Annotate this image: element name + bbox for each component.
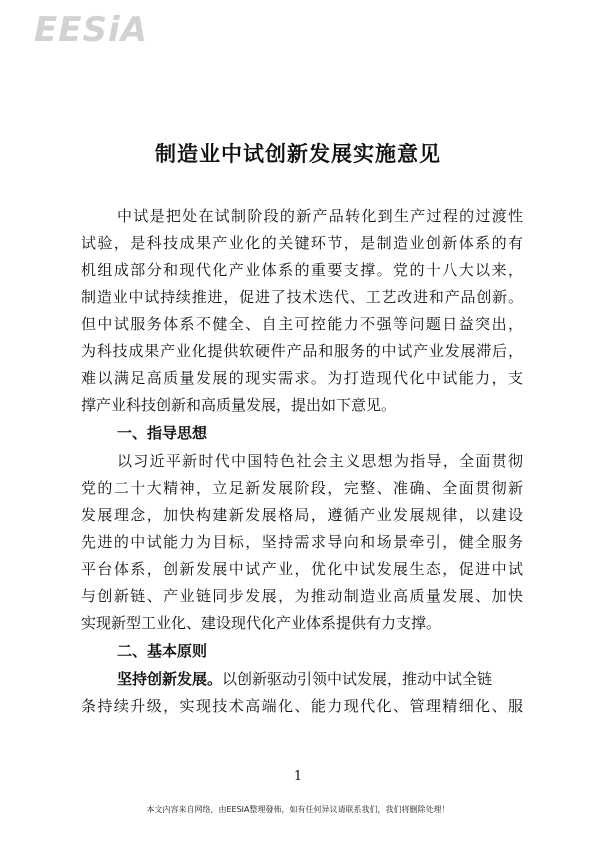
principle1-line [117, 667, 523, 691]
footer-disclaimer: 本文内容来自网络，由EESIA整理發佈，如有任何异议请联系我们，我们将删除处理！ [146, 805, 450, 814]
page-number: 1 [293, 769, 303, 784]
section1-line: 发展理念，加快构建新发展格局，遵循产业发展规律，以建设 [81, 506, 523, 524]
document-title: 制造业中试创新发展实施意见 [155, 141, 441, 166]
intro-line: 中试是把处在试制阶段的新产品转化到生产过程的过渡性 [117, 207, 523, 225]
eesia-watermark-logo: EESiA [34, 10, 148, 50]
intro-line: 难以满足高质量发展的现实需求。为打造现代化中试能力，支 [81, 369, 523, 387]
principle1-title: 坚持创新发展。 [117, 670, 223, 688]
intro-line: 撑产业科技创新和高质量发展，提出如下意见。 [81, 396, 397, 414]
intro-line: 但中试服务体系不健全、自主可控能力不强等问题日益突出， [81, 315, 523, 333]
principle1-text: 以创新驱动引领中试发展，推动中试全链 [222, 670, 493, 688]
section1-line: 党的二十大精神，立足新发展阶段，完整、准确、全面贯彻新 [81, 479, 523, 497]
intro-line: 试验，是科技成果产业化的关键环节，是制造业创新体系的有 [81, 234, 523, 252]
section-heading-guiding-ideology: 一、指导思想 [117, 424, 208, 442]
principle1-line: 条持续升级，实现技术高端化、能力现代化、管理精细化、服 [81, 697, 523, 715]
intro-line: 制造业中试持续推进，促进了技术迭代、工艺改进和产品创新。 [81, 288, 523, 306]
section1-line: 平台体系，创新发展中试产业，优化中试发展生态，促进中试 [81, 560, 523, 578]
section1-line: 实现新型工业化、建设现代化产业体系提供有力支撑。 [81, 614, 442, 632]
intro-line: 机组成部分和现代化产业体系的重要支撑。党的十八大以来， [81, 261, 523, 279]
section-heading-basic-principles: 二、基本原则 [117, 642, 208, 660]
section1-line: 先进的中试能力为目标，坚持需求导向和场景牵引，健全服务 [81, 533, 523, 551]
intro-line: 为科技成果产业化提供软硬件产品和服务的中试产业发展滞后， [81, 342, 523, 360]
section1-line: 与创新链、产业链同步发展，为推动制造业高质量发展、加快 [81, 587, 523, 605]
section1-line: 以习近平新时代中国特色社会主义思想为指导，全面贯彻 [117, 452, 523, 470]
